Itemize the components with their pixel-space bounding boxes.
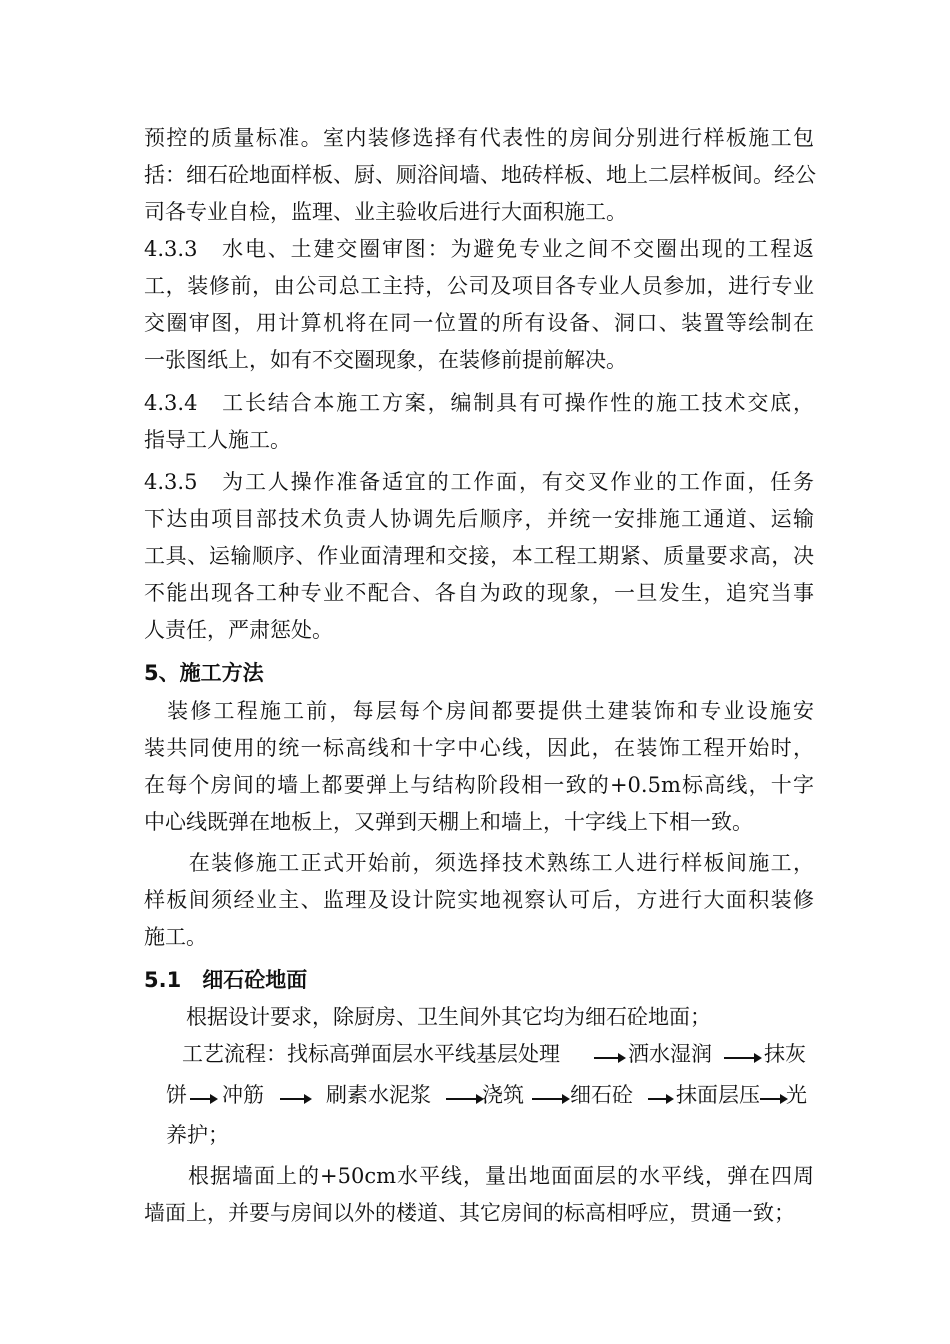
flow-step: 抹灰	[764, 1042, 806, 1066]
flow-step: 抹面层压	[676, 1083, 760, 1107]
text-line: 4.3.5 为工人操作准备适宜的工作面，有交叉作业的工作面，任务	[144, 470, 814, 494]
flow-step: 洒水湿润	[628, 1042, 712, 1066]
text-line: 指导工人施工。	[144, 428, 291, 452]
text-line: 墙面上，并要与房间以外的楼道、其它房间的标高相呼应，贯通一致；	[144, 1201, 795, 1225]
flow-step: 冲筋	[222, 1083, 264, 1107]
arrow-icon	[280, 1098, 310, 1100]
arrow-icon	[532, 1098, 568, 1100]
flow-step: 养护；	[166, 1123, 229, 1147]
flow-step: 浇筑	[482, 1083, 524, 1107]
arrow-icon	[190, 1098, 216, 1100]
flow-step: 饼	[166, 1083, 187, 1107]
text-line: 交圈审图，用计算机将在同一位置的所有设备、洞口、装置等绘制在	[144, 311, 814, 335]
flow-step: 光	[786, 1083, 807, 1107]
text-line: 在装修施工正式开始前，须选择技术熟练工人进行样板间施工，	[144, 851, 814, 875]
text-line: 人责任，严肃惩处。	[144, 618, 333, 642]
text-line: 4.3.3 水电、土建交圈审图：为避免专业之间不交圈出现的工程返	[144, 237, 814, 261]
text-line: 预控的质量标准。室内装修选择有代表性的房间分别进行样板施工包	[144, 126, 814, 150]
text-line: 根据墙面上的+50cm水平线，量出地面面层的水平线，弹在四周	[144, 1164, 814, 1188]
arrow-icon	[648, 1098, 672, 1100]
flow-lead: 工艺流程：找标高弹面层水平线基层处理	[182, 1042, 560, 1066]
text-line: 在每个房间的墙上都要弹上与结构阶段相一致的+0.5m标高线，十字	[144, 773, 814, 797]
text-line: 中心线既弹在地板上，又弹到天棚上和墙上，十字线上下相一致。	[144, 810, 753, 834]
text-line: 下达由项目部技术负责人协调先后顺序，并统一安排施工通道、运输	[144, 507, 814, 531]
flow-step: 刷素水泥浆	[326, 1083, 431, 1107]
text-line: 样板间须经业主、监理及设计院实地视察认可后，方进行大面积装修	[144, 888, 814, 912]
text-line: 一张图纸上，如有不交圈现象，在装修前提前解决。	[144, 348, 627, 372]
text-line: 工，装修前，由公司总工主持，公司及项目各专业人员参加，进行专业	[144, 274, 814, 298]
text-line: 根据设计要求，除厨房、卫生间外其它均为细石砼地面；	[144, 1005, 711, 1029]
arrow-icon	[446, 1098, 482, 1100]
text-line: 施工。	[144, 925, 207, 949]
text-line: 不能出现各工种专业不配合、各自为政的现象，一旦发生，追究当事	[144, 581, 814, 605]
arrow-icon	[724, 1057, 760, 1059]
text-line: 工具、运输顺序、作业面清理和交接，本工程工期紧、质量要求高，决	[144, 544, 814, 568]
text-line: 装修工程施工前，每层每个房间都要提供土建装饰和专业设施安	[144, 699, 814, 723]
text-line: 4.3.4 工长结合本施工方案，编制具有可操作性的施工技术交底，	[144, 391, 814, 415]
arrow-icon	[760, 1098, 786, 1100]
text-line: 括：细石砼地面样板、厨、厕浴间墙、地砖样板、地上二层样板间。经公	[144, 163, 816, 187]
flow-step: 细石砼	[570, 1083, 633, 1107]
subsection-heading: 5.1 细石砼地面	[144, 968, 308, 992]
text-line: 司各专业自检，监理、业主验收后进行大面积施工。	[144, 200, 627, 224]
arrow-icon	[594, 1057, 624, 1059]
section-heading: 5、施工方法	[144, 661, 264, 685]
text-line: 装共同使用的统一标高线和十字中心线，因此，在装饰工程开始时，	[144, 736, 814, 760]
